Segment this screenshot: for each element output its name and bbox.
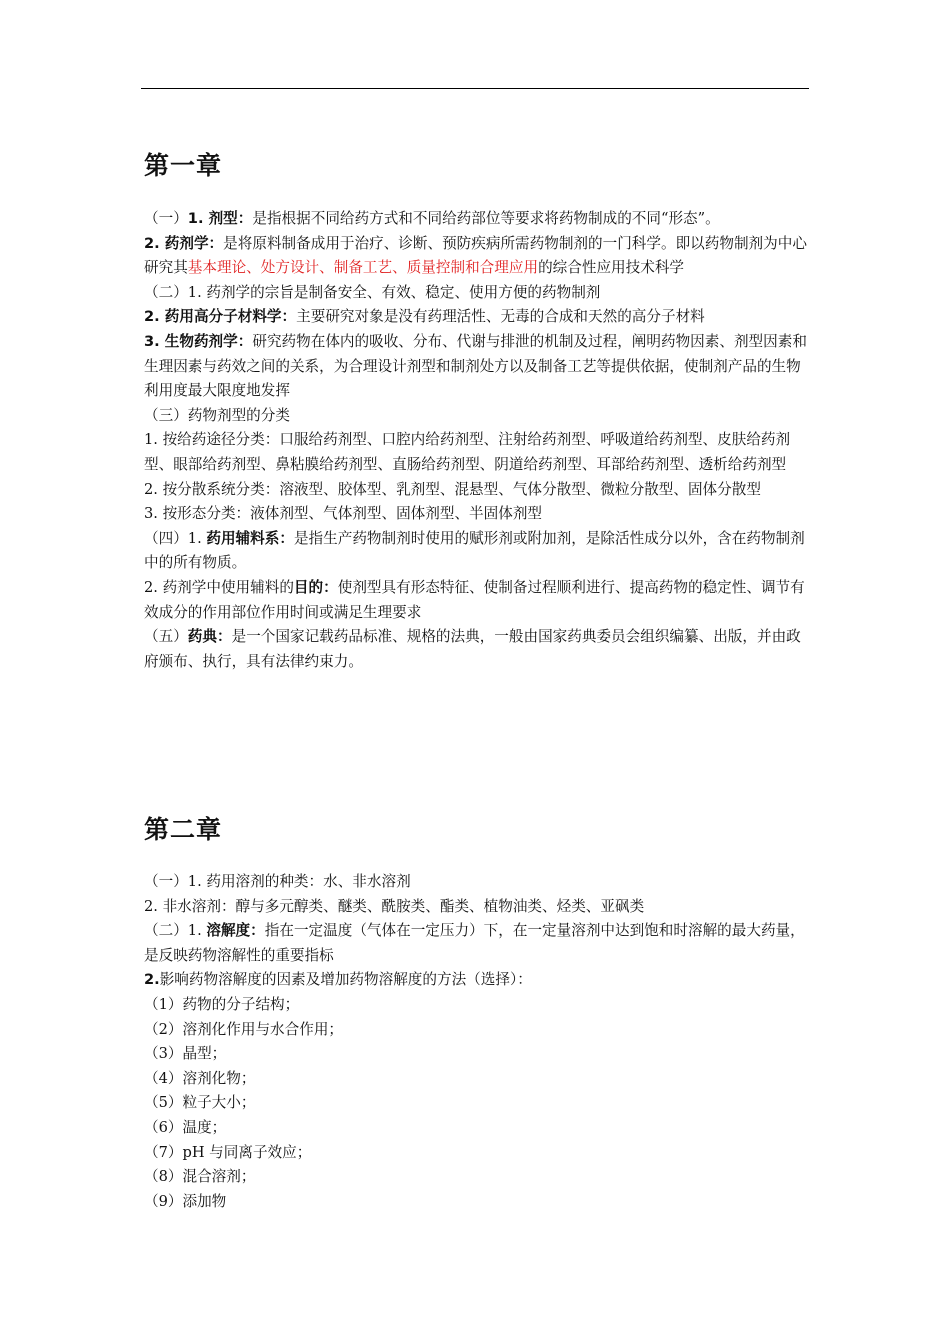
list-item: （8）混合溶剂； [144, 1168, 256, 1186]
paragraph [144, 576, 812, 625]
text: 的综合性应用技术科学 [538, 259, 685, 277]
list-item: （7）pH 与同离子效应； [144, 1143, 312, 1161]
term: 溶解度： [206, 922, 265, 940]
chapter-1-title: 第一章 [144, 151, 223, 180]
list-item: （1）药物的分子结构； [144, 995, 300, 1013]
chapter-1-body [144, 207, 812, 674]
paragraph: 2. 非水溶剂：醇与多元醇类、醚类、酰胺类、酯类、植物油类、烃类、亚砜类 [144, 897, 645, 915]
chapter-2-body [144, 870, 812, 1214]
paragraph: 1. 按给药途径分类：口服给药剂型、口腔内给药剂型、注射给药剂型、呼吸道给药剂型、皮肤给药剂型、眼部给药剂型、鼻粘膜给药剂型、直肠给药剂型、阴道给药剂型、耳部给药剂型、透析给药剂型 [144, 431, 791, 473]
text: 影响药物溶解度的因素及增加药物溶解度的方法（选择）： [159, 971, 532, 989]
paragraph [144, 232, 812, 281]
paragraph [144, 207, 812, 232]
paragraph: （二）1. 药剂学的宗旨是制备安全、有效、稳定、使用方便的药物制剂 [144, 283, 601, 301]
paragraph [144, 919, 812, 968]
text: 使剂型具有形态特征、使制备过程顺利进行、提高药物的稳定性、调节有效成分的作用部位作用时间或满足生理要求 [144, 578, 805, 621]
list-item: （3）晶型； [144, 1045, 227, 1063]
text: 研究药物在体内的吸收、分布、代谢与排泄的机制及过程，阐明药物因素、剂型因素和生理因素与药效之间的关系，为合理设计剂型和制剂处方以及制备工艺等提供依据，使制剂产品的生物利用度最大限度地发挥 [144, 332, 807, 400]
term: 目的： [293, 578, 338, 596]
paragraph [144, 330, 812, 404]
text: 是一个国家记载药品标准、规格的法典，一般由国家药典委员会组织编纂、出版，并由政府颁布、执行，具有法律约束力。 [144, 628, 801, 670]
term: 2. 药剂学： [144, 234, 224, 252]
text: （五） [144, 628, 188, 646]
term: 3. 生物药剂学： [144, 332, 253, 350]
chapter-2-title: 第二章 [144, 815, 223, 844]
text: 2. 药剂学中使用辅料的 [144, 578, 294, 596]
text: （二）1. [144, 922, 207, 940]
paragraph: （一）1. 药用溶剂的种类：水、非水溶剂 [144, 873, 411, 890]
paragraph: 2. 按分散系统分类：溶液型、胶体型、乳剂型、混悬型、气体分散型、微粒分散型、固体分散型 [144, 480, 761, 498]
highlight-text: 基本理论、处方设计、制备工艺、质量控制和合理应用 [187, 259, 539, 277]
term: 2. [144, 971, 160, 989]
text: 是将原料制备成用于治疗、诊断、预防疾病所需药物制剂的一门科学。即以药物制剂为中心研究其 [144, 234, 807, 277]
text: （一） [144, 210, 188, 227]
paragraph [144, 625, 812, 674]
paragraph [144, 968, 812, 993]
paragraph [144, 305, 812, 330]
paragraph [144, 527, 812, 576]
term: 药典： [187, 628, 232, 646]
text: 主要研究对象是没有药理活性、无毒的合成和天然的高分子材料 [296, 308, 705, 326]
list-item: （2）溶剂化作用与水合作用； [144, 1020, 344, 1038]
list-item: （5）粒子大小； [144, 1094, 256, 1112]
paragraph: （三）药物剂型的分类 [144, 406, 290, 424]
term: 1. 剂型： [187, 210, 253, 227]
text: 是指生产药物制剂时使用的赋形剂或附加剂，是除活性成分以外，含在药物制剂中的所有物质。 [144, 529, 805, 572]
text: 指在一定温度（气体在一定压力）下，在一定量溶剂中达到饱和时溶解的最大药量，是反映药物溶解性的重要指标 [144, 922, 805, 964]
paragraph: 3. 按形态分类：液体剂型、气体剂型、固体剂型、半固体剂型 [144, 505, 543, 523]
header-rule [141, 88, 809, 89]
text: 是指根据不同给药方式和不同给药部位等要求将药物制成的不同“形态”。 [252, 210, 720, 227]
text: （四）1. [144, 529, 207, 547]
list-item: （9）添加物 [144, 1192, 227, 1210]
list-item: （4）溶剂化物； [144, 1069, 256, 1087]
term: 2. 药用高分子材料学： [144, 308, 297, 326]
term: 药用辅料系： [206, 529, 294, 547]
list-item: （6）温度； [144, 1118, 227, 1136]
